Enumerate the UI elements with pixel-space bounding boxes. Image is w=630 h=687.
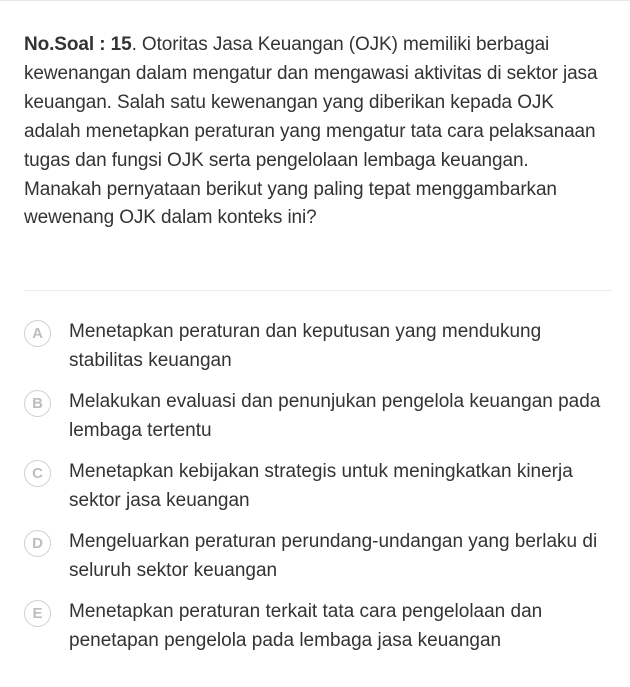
question-number: No.Soal : 15 <box>24 34 132 55</box>
option-b[interactable] <box>24 388 614 445</box>
option-a-letter-badge: A <box>24 320 51 347</box>
question-text: . Otoritas Jasa Keuangan (OJK) memiliki berbagai kewenangan dalam mengatur dan mengawasi aktivitas di sektor jasa keuangan. Salah satu kewenangan yang diberikan kepada OJK adalah menetapkan peraturan yang mengatur tata cara pelaksanaan tugas dan fungsi OJK serta pengelolaan lembaga keuangan. <box>24 34 598 171</box>
question-block <box>24 31 610 233</box>
option-c[interactable] <box>24 458 614 515</box>
section-divider <box>24 290 612 291</box>
option-a-text: Menetapkan peraturan dan keputusan yang mendukung stabilitas keuangan <box>69 321 542 371</box>
option-e-letter-badge: E <box>24 600 51 627</box>
option-d-text: Mengeluarkan peraturan perundang-undangan yang berlaku di seluruh sektor keuangan <box>69 531 598 581</box>
question-prompt: Manakah pernyataan berikut yang paling tepat menggambarkan wewenang OJK dalam konteks ini? <box>24 178 557 229</box>
option-b-text: Melakukan evaluasi dan penunjukan pengelola keuangan pada lembaga tertentu <box>69 391 601 441</box>
option-c-letter-badge: C <box>24 460 51 487</box>
option-d[interactable] <box>24 528 614 585</box>
option-a[interactable] <box>24 318 614 375</box>
question-paragraph <box>24 31 610 176</box>
option-e[interactable] <box>24 598 614 655</box>
option-e-text: Menetapkan peraturan terkait tata cara pengelolaan dan penetapan pengelola pada lembaga jasa keuangan <box>69 601 543 651</box>
answer-options <box>24 318 614 668</box>
top-divider <box>0 0 630 1</box>
option-b-letter-badge: B <box>24 390 51 417</box>
option-d-letter-badge: D <box>24 530 51 557</box>
option-c-text: Menetapkan kebijakan strategis untuk meningkatkan kinerja sektor jasa keuangan <box>69 461 573 511</box>
